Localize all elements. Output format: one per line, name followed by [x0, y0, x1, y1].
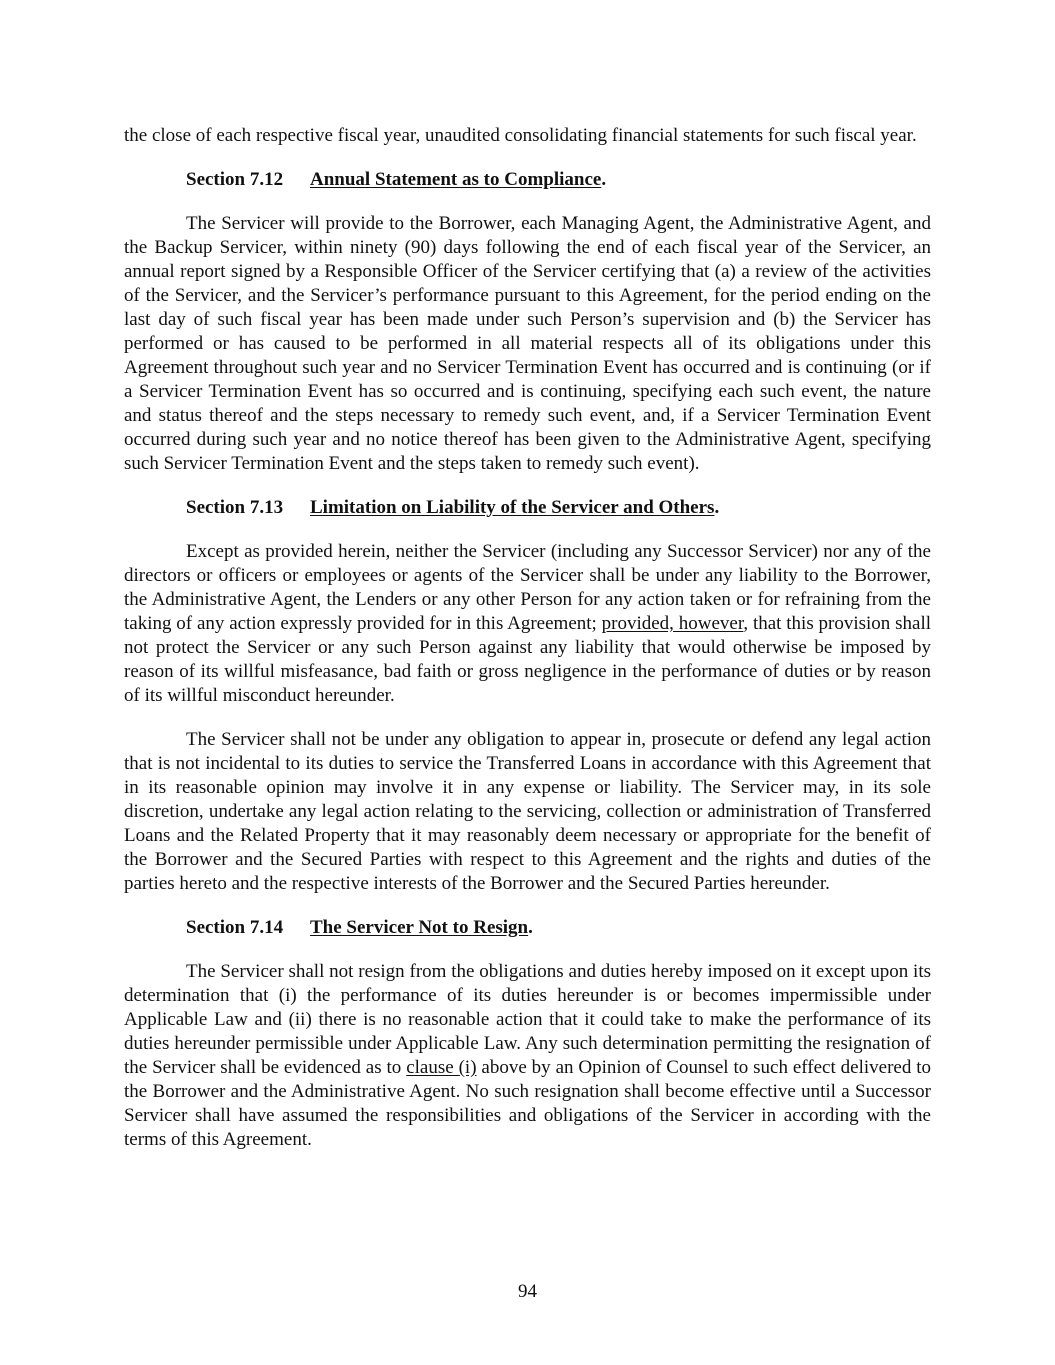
- section-title: The Servicer Not to Resign: [310, 917, 529, 938]
- section-title-period: .: [601, 169, 607, 190]
- paragraph-text: above by an Opinion of Counsel to such effect delivered to the Borrower and the Administrative Agent. No such resignation shall become effective until a Successor Servicer shall have assumed the responsibilities and obligations of the Servicer in according with the terms of this Agreement.: [124, 1057, 932, 1150]
- paragraph-text: , that this provision shall not protect the Servicer or any such Person against any liability that would otherwise be imposed by reason of its willful misfeasance, bad faith or gross negligence in the performance of duties or by reason of its willful misconduct hereunder.: [124, 613, 931, 706]
- section-title: Limitation on Liability of the Servicer and Others: [310, 497, 715, 518]
- section-7-13-paragraph-2: The Servicer shall not be under any obligation to appear in, prosecute or defend any legal action that is not incidental to its duties to service the Transferred Loans in accordance with this Agreement that in its reasonable opinion may involve it in any expense or liability. The Servicer may, in its sole discretion, undertake any legal action relating to the servicing, collection or administration of Transferred Loans and the Related Property that it may reasonably deem necessary or appropriate for the benefit of the Borrower and the Secured Parties with respect to this Agreement and the rights and duties of the parties hereto and the respective interests of the Borrower and the Secured Parties hereunder.: [124, 729, 931, 894]
- spacer: [124, 192, 931, 212]
- opening-paragraph: the close of each respective fiscal year, unaudited consolidating financial statements for such fiscal year.: [124, 125, 917, 146]
- paragraph-text: The Servicer shall not resign from the obligations and duties hereby imposed on it except upon its determination that (i) the performance of its duties hereunder is or becomes impermissible under Applicable Law and (ii) there is no reasonable action that it could take to make the performance of its duties hereunder permissible under Applicable Law. Any such determination permitting the resignation of the Servicer shall be evidenced as to: [124, 961, 931, 1078]
- section-number: Section 7.12: [186, 169, 284, 190]
- paragraph-text: Except as provided herein, neither the Servicer (including any Successor Servicer) nor any of the directors or officers or employees or agents of the Servicer shall be under any liability to the Borrower, the Administrative Agent, the Lenders or any other Person for any action taken or for refraining from the taking of any action expressly provided for in this Agreement;: [124, 541, 931, 634]
- clause-reference: clause (i): [406, 1057, 477, 1078]
- section-heading-7-13: [186, 496, 931, 520]
- section-7-12-paragraph: The Servicer will provide to the Borrower, each Managing Agent, the Administrative Agent, and the Backup Servicer, within ninety (90) days following the end of each fiscal year of the Servicer, an annual report signed by a Responsible Officer of the Servicer certifying that (a) a review of the activities of the Servicer, and the Servicer’s performance pursuant to this Agreement, for the period ending on the last day of such fiscal year has been made under such Person’s supervision and (b) the Servicer has performed or has caused to be performed in all material respects all of its obligations under this Agreement throughout such year and no Servicer Termination Event has occurred and is continuing (or if a Servicer Termination Event has so occurred and is continuing, specifying each such event, the nature and status thereof and the steps necessary to remedy such event, and, if a Servicer Termination Event occurred during such year and no notice thereof has been given to the Administrative Agent, specifying such Servicer Termination Event and the steps taken to remedy such event).: [124, 213, 931, 474]
- section-7-13-paragraph-1: [124, 540, 931, 708]
- section-title: Annual Statement as to Compliance: [310, 169, 602, 190]
- section-heading-7-14: [186, 916, 931, 940]
- spacer: [124, 476, 931, 496]
- spacer: [124, 708, 931, 728]
- section-number: Section 7.14: [186, 917, 284, 938]
- section-title-period: .: [528, 917, 533, 938]
- spacer: [124, 896, 931, 916]
- page-number: 94: [518, 1281, 537, 1302]
- section-heading-7-12: [186, 168, 931, 192]
- section-7-14-paragraph: [124, 960, 931, 1152]
- document-page: [124, 124, 931, 1152]
- section-title-period: .: [714, 497, 720, 518]
- section-number: Section 7.13: [186, 497, 284, 518]
- spacer: [124, 940, 931, 960]
- proviso-term: provided, however: [601, 613, 744, 634]
- spacer: [124, 148, 931, 168]
- spacer: [124, 520, 931, 540]
